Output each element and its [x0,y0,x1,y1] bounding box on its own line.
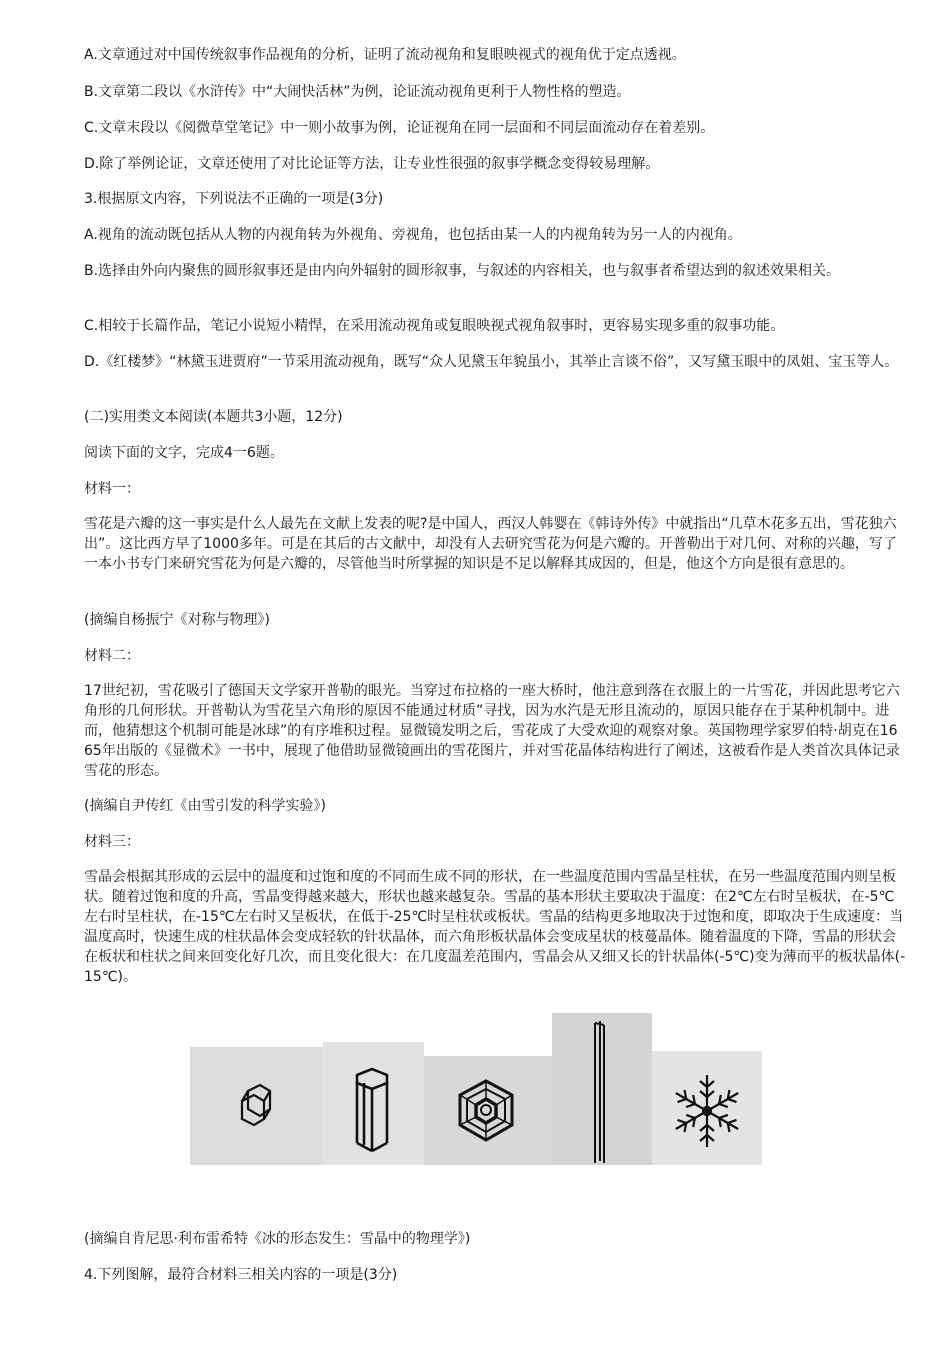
question-3-stem: 3.根据原文内容，下列说法不正确的一项是(3分) [84,191,384,207]
material-3-label: 材料三： [84,834,140,850]
material-3-body: 雪晶会根据其形成的云层中的温度和过饱和度的不同而生成不同的形状，在一些温度范围内雪晶呈柱状，在另一些温度范围内则呈板状。随着过饱和度的升高，雪晶变得越来越大，形状也越来越复杂。雪晶的基本形状主要取决于温度：在2℃左右时呈板状，在-5℃左右时呈柱状，在-15℃左右时又呈板状，在低于-25℃时呈柱状或板状。雪晶的结构更多地取决于过饱和度，即取决于生成速度：当温度高时，快速生成的柱状晶体会变成轻软的针状晶体，而六角形板状晶体会变成星状的枝蔓晶体。随着温度的下降，雪晶的形状会在板状和柱状之间来回变化好几次，而且变化很大：在几度温差范围内，雪晶会从又细又长的针状晶体(-5℃)变为薄而平的板状晶体(-15℃)。 [84,869,906,985]
section-heading: (二)实用类文本阅读(本题共3小题，12分) [84,409,343,425]
hexagonal-plate-crystal [460,1081,512,1140]
material-1-body: 雪花是六瓣的这一事实是什么人最先在文献上发表的呢?是中国人，西汉人韩婴在《韩诗外传》中就指出“几草木花多五出，雪花独六出”。这比西方早了1000多年。可是在其后的古文献中，却没有人去研究雪花为何是六瓣的。开普勒出于对几何、对称的兴趣，写了一本小书专门来研究雪花为何是六瓣的，尽管他当时所掌握的知识是不足以解释其成因的，但是，他这个方向是很有意思的。 [84,516,897,572]
option-b-paragraph: B.文章第二段以《水浒传》中“大闹快活林”为例，论证流动视角更利于人物性格的塑造。 [84,84,631,100]
material-1-source: (摘编自杨振宁《对称与物理》) [84,612,270,628]
dendrite-star-crystal [672,1075,741,1147]
long-column-crystal [357,1069,387,1151]
q3-option-d: D.《红楼梦》“林黛玉进贾府”一节采用流动视角，既写“众人见黛玉年貌虽小，其举止言谈不俗”，又写黛玉眼中的凤姐、宝玉等人。 [84,354,899,370]
short-column-crystal [242,1085,270,1125]
needle-crystal [595,1021,604,1163]
option-c-paragraph: C.文章末段以《阅微草堂笔记》中一则小故事为例，论证视角在同一层面和不同层面流动存在着差别。 [84,120,715,136]
reading-instruction: 阅读下面的文字，完成4一6题。 [84,445,284,461]
snow-crystal-figure [190,1013,762,1165]
q3-option-b: B.选择由外向内聚焦的圆形叙事还是由内向外辐射的圆形叙事，与叙述的内容相关，也与叙事者希望达到的叙述效果相关。 [84,263,841,279]
question-4-stem: 4.下列图解，最符合材料三相关内容的一项是(3分) [84,1267,398,1283]
material-1-label: 材料一： [84,481,140,497]
material-2-body: 17世纪初，雪花吸引了德国天文学家开普勒的眼光。当穿过布拉格的一座大桥时，他注意到落在衣服上的一片雪花，并因此思考它六角形的几何形状。开普勒认为雪花呈六角形的原因不能通过材质”寻找，因为水汽是无形且流动的，原因只能存在于某种机制中。进而，他猜想这个机制可能是冰球”的有序堆积过程。显微镜发明之后，雪花成了大受欢迎的观察对象。英国物理学家罗伯特·胡克在1665年出版的《显微术》一书中，展现了他借助显微镜画出的雪花图片，并对雪花晶体结构进行了阐述，这被看作是人类首次具体记录雪花的形态。 [84,683,900,779]
crystal-drawings [190,1013,762,1165]
q3-option-a: A.视角的流动既包括从人物的内视角转为外视角、旁视角，也包括由某一人的内视角转为另一人的内视角。 [84,227,742,243]
material-2-source: (摘编自尹传红《由雪引发的科学实验》) [84,798,326,814]
q3-option-c: C.相较于长篇作品，笔记小说短小精悍，在采用流动视角或复眼映视式视角叙事时，更容易实现多重的叙事功能。 [84,318,785,334]
material-2-label: 材料二： [84,648,140,664]
option-d-paragraph: D.除了举例论证，文章还使用了对比论证等方法，让专业性很强的叙事学概念变得较易理解。 [84,156,660,172]
material-3-source: (摘编自肯尼思·利布雷希特《冰的形态发生：雪晶中的物理学》) [84,1231,471,1247]
option-a-paragraph: A.文章通过对中国传统叙事作品视角的分析，证明了流动视角和复眼映视式的视角优于定点透视。 [84,47,686,63]
